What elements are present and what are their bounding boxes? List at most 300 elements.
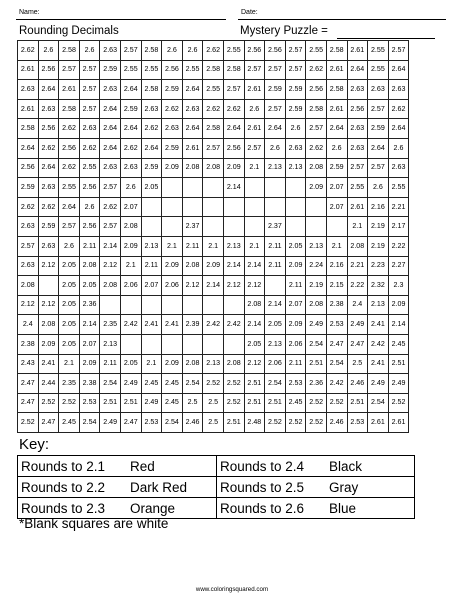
grid-cell[interactable]: 2.58 xyxy=(326,41,347,61)
grid-cell[interactable]: 2.5 xyxy=(203,413,224,433)
grid-cell[interactable]: 2.61 xyxy=(347,41,368,61)
grid-cell[interactable]: 2.49 xyxy=(141,393,162,413)
grid-cell[interactable]: 2.35 xyxy=(59,374,80,394)
grid-cell[interactable]: 2.59 xyxy=(18,178,39,198)
grid-cell[interactable]: 2.07 xyxy=(326,197,347,217)
grid-cell[interactable]: 2.09 xyxy=(162,354,183,374)
grid-cell[interactable]: 2.52 xyxy=(59,393,80,413)
grid-cell[interactable]: 2.55 xyxy=(347,178,368,198)
grid-cell[interactable]: 2.62 xyxy=(388,99,409,119)
grid-cell[interactable]: 2.41 xyxy=(368,354,389,374)
grid-cell[interactable]: 2.57 xyxy=(59,217,80,237)
grid-cell[interactable]: 2.57 xyxy=(79,80,100,100)
grid-cell[interactable]: 2.64 xyxy=(120,119,141,139)
grid-cell[interactable]: 2.06 xyxy=(162,276,183,296)
grid-cell[interactable]: 2.52 xyxy=(306,413,327,433)
grid-cell[interactable]: 2.62 xyxy=(18,41,39,61)
grid-cell[interactable]: 2.45 xyxy=(141,374,162,394)
grid-cell[interactable]: 2.62 xyxy=(18,197,39,217)
grid-cell[interactable]: 2.41 xyxy=(38,354,59,374)
grid-cell[interactable] xyxy=(162,178,183,198)
grid-cell[interactable]: 2.41 xyxy=(162,315,183,335)
grid-cell[interactable]: 2.19 xyxy=(306,276,327,296)
grid-cell[interactable]: 2.07 xyxy=(326,178,347,198)
grid-cell[interactable]: 2.46 xyxy=(182,413,203,433)
grid-cell[interactable]: 2.09 xyxy=(162,158,183,178)
grid-cell[interactable]: 2.57 xyxy=(100,178,121,198)
grid-cell[interactable]: 2.57 xyxy=(347,158,368,178)
grid-cell[interactable]: 2.38 xyxy=(326,295,347,315)
grid-cell[interactable]: 2.09 xyxy=(285,315,306,335)
grid-cell[interactable] xyxy=(244,197,265,217)
grid-cell[interactable]: 2.58 xyxy=(18,119,39,139)
grid-cell[interactable]: 2.59 xyxy=(100,60,121,80)
grid-cell[interactable]: 2.27 xyxy=(388,256,409,276)
grid-cell[interactable]: 2.54 xyxy=(326,354,347,374)
grid-cell[interactable]: 2.64 xyxy=(38,80,59,100)
grid-cell[interactable]: 2.55 xyxy=(79,158,100,178)
grid-cell[interactable]: 2.55 xyxy=(141,60,162,80)
grid-cell[interactable]: 2.62 xyxy=(38,197,59,217)
grid-cell[interactable]: 2.49 xyxy=(388,374,409,394)
grid-cell[interactable]: 2.58 xyxy=(141,41,162,61)
mystery-answer-line[interactable] xyxy=(337,38,435,39)
grid-cell[interactable]: 2.11 xyxy=(265,256,286,276)
grid-cell[interactable]: 2.64 xyxy=(100,138,121,158)
grid-cell[interactable]: 2.06 xyxy=(120,276,141,296)
grid-cell[interactable]: 2.05 xyxy=(59,295,80,315)
grid-cell[interactable]: 2.05 xyxy=(59,256,80,276)
grid-cell[interactable]: 2.39 xyxy=(182,315,203,335)
grid-cell[interactable] xyxy=(306,217,327,237)
grid-cell[interactable]: 2.13 xyxy=(265,334,286,354)
grid-cell[interactable]: 2.59 xyxy=(285,80,306,100)
grid-cell[interactable]: 2.56 xyxy=(347,99,368,119)
grid-cell[interactable]: 2.57 xyxy=(244,138,265,158)
grid-cell[interactable]: 2.53 xyxy=(326,315,347,335)
grid-cell[interactable]: 2.57 xyxy=(79,99,100,119)
grid-cell[interactable]: 2.35 xyxy=(100,315,121,335)
grid-cell[interactable] xyxy=(285,178,306,198)
grid-cell[interactable]: 2.61 xyxy=(244,119,265,139)
grid-cell[interactable]: 2.1 xyxy=(347,217,368,237)
grid-cell[interactable]: 2.6 xyxy=(182,41,203,61)
grid-cell[interactable]: 2.64 xyxy=(388,60,409,80)
grid-cell[interactable]: 2.63 xyxy=(18,217,39,237)
grid-cell[interactable]: 2.63 xyxy=(100,158,121,178)
grid-cell[interactable]: 2.56 xyxy=(244,41,265,61)
grid-cell[interactable]: 2.52 xyxy=(18,413,39,433)
grid-cell[interactable]: 2.12 xyxy=(38,295,59,315)
grid-cell[interactable]: 2.14 xyxy=(223,178,244,198)
grid-cell[interactable]: 2.12 xyxy=(100,256,121,276)
grid-cell[interactable]: 2.59 xyxy=(162,80,183,100)
grid-cell[interactable] xyxy=(285,217,306,237)
grid-cell[interactable]: 2.09 xyxy=(79,354,100,374)
grid-cell[interactable]: 2.51 xyxy=(265,393,286,413)
grid-cell[interactable]: 2.56 xyxy=(18,158,39,178)
grid-cell[interactable]: 2.51 xyxy=(244,374,265,394)
grid-cell[interactable]: 2.64 xyxy=(347,60,368,80)
grid-cell[interactable]: 2.59 xyxy=(141,158,162,178)
grid-cell[interactable]: 2.06 xyxy=(285,334,306,354)
grid-cell[interactable]: 2.13 xyxy=(141,236,162,256)
grid-cell[interactable]: 2.38 xyxy=(79,374,100,394)
grid-cell[interactable]: 2.61 xyxy=(18,60,39,80)
grid-cell[interactable]: 2.13 xyxy=(285,158,306,178)
grid-cell[interactable]: 2.6 xyxy=(120,178,141,198)
grid-cell[interactable]: 2.08 xyxy=(203,158,224,178)
grid-cell[interactable]: 2.61 xyxy=(368,413,389,433)
grid-cell[interactable]: 2.59 xyxy=(38,217,59,237)
grid-cell[interactable]: 2.56 xyxy=(38,119,59,139)
grid-cell[interactable]: 2.13 xyxy=(223,236,244,256)
grid-cell[interactable]: 2.58 xyxy=(59,41,80,61)
grid-cell[interactable]: 2.58 xyxy=(141,80,162,100)
grid-cell[interactable]: 2.5 xyxy=(182,393,203,413)
date-field-line[interactable] xyxy=(238,19,446,20)
grid-cell[interactable]: 2.09 xyxy=(120,236,141,256)
grid-cell[interactable]: 2.57 xyxy=(265,60,286,80)
grid-cell[interactable]: 2.62 xyxy=(141,119,162,139)
grid-cell[interactable]: 2.09 xyxy=(38,334,59,354)
grid-cell[interactable]: 2.16 xyxy=(326,256,347,276)
grid-cell[interactable] xyxy=(244,178,265,198)
grid-cell[interactable]: 2.61 xyxy=(182,138,203,158)
grid-cell[interactable] xyxy=(141,295,162,315)
grid-cell[interactable]: 2.64 xyxy=(120,80,141,100)
grid-cell[interactable]: 2.56 xyxy=(223,138,244,158)
grid-cell[interactable] xyxy=(285,197,306,217)
grid-cell[interactable]: 2.08 xyxy=(223,354,244,374)
grid-cell[interactable]: 2.63 xyxy=(368,80,389,100)
grid-cell[interactable]: 2.09 xyxy=(203,256,224,276)
grid-cell[interactable]: 2.5 xyxy=(203,393,224,413)
grid-cell[interactable]: 2.63 xyxy=(38,99,59,119)
grid-cell[interactable]: 2.14 xyxy=(244,256,265,276)
grid-cell[interactable]: 2.62 xyxy=(100,197,121,217)
grid-cell[interactable]: 2.58 xyxy=(223,60,244,80)
grid-cell[interactable]: 2.07 xyxy=(285,295,306,315)
grid-cell[interactable]: 2.63 xyxy=(162,119,183,139)
grid-cell[interactable]: 2.57 xyxy=(120,41,141,61)
grid-cell[interactable]: 2.48 xyxy=(244,413,265,433)
grid-cell[interactable]: 2.32 xyxy=(368,276,389,296)
grid-cell[interactable]: 2.12 xyxy=(244,354,265,374)
grid-cell[interactable]: 2.63 xyxy=(285,138,306,158)
grid-cell[interactable]: 2.57 xyxy=(203,138,224,158)
grid-cell[interactable]: 2.51 xyxy=(347,393,368,413)
grid-cell[interactable]: 2.52 xyxy=(285,413,306,433)
grid-cell[interactable] xyxy=(182,295,203,315)
grid-cell[interactable] xyxy=(223,217,244,237)
grid-cell[interactable]: 2.55 xyxy=(368,41,389,61)
grid-cell[interactable]: 2.56 xyxy=(79,178,100,198)
grid-cell[interactable]: 2.08 xyxy=(79,256,100,276)
grid-cell[interactable]: 2.56 xyxy=(306,80,327,100)
grid-cell[interactable]: 2.08 xyxy=(182,256,203,276)
grid-cell[interactable]: 2.62 xyxy=(38,138,59,158)
grid-cell[interactable]: 2.24 xyxy=(306,256,327,276)
grid-cell[interactable]: 2.59 xyxy=(326,158,347,178)
grid-cell[interactable]: 2.17 xyxy=(388,217,409,237)
grid-cell[interactable]: 2.11 xyxy=(79,236,100,256)
grid-cell[interactable]: 2.11 xyxy=(182,236,203,256)
grid-cell[interactable]: 2.63 xyxy=(18,256,39,276)
grid-cell[interactable]: 2.57 xyxy=(285,60,306,80)
grid-cell[interactable]: 2.45 xyxy=(162,393,183,413)
grid-cell[interactable]: 2.08 xyxy=(306,158,327,178)
grid-cell[interactable]: 2.47 xyxy=(18,374,39,394)
grid-cell[interactable]: 2.11 xyxy=(265,236,286,256)
grid-cell[interactable]: 2.59 xyxy=(120,99,141,119)
grid-cell[interactable]: 2.38 xyxy=(18,334,39,354)
grid-cell[interactable]: 2.41 xyxy=(141,315,162,335)
grid-cell[interactable]: 2.47 xyxy=(347,334,368,354)
grid-cell[interactable]: 2.57 xyxy=(244,60,265,80)
grid-cell[interactable]: 2.45 xyxy=(388,334,409,354)
grid-cell[interactable]: 2.64 xyxy=(141,138,162,158)
grid-cell[interactable] xyxy=(203,217,224,237)
grid-cell[interactable]: 2.56 xyxy=(265,41,286,61)
grid-cell[interactable]: 2.14 xyxy=(79,315,100,335)
grid-cell[interactable] xyxy=(203,197,224,217)
grid-cell[interactable]: 2.54 xyxy=(265,374,286,394)
grid-cell[interactable]: 2.19 xyxy=(368,217,389,237)
grid-cell[interactable]: 2.56 xyxy=(38,60,59,80)
grid-cell[interactable]: 2.4 xyxy=(18,315,39,335)
grid-cell[interactable]: 2.08 xyxy=(120,217,141,237)
grid-cell[interactable]: 2.52 xyxy=(306,393,327,413)
grid-cell[interactable]: 2.58 xyxy=(306,99,327,119)
grid-cell[interactable]: 2.51 xyxy=(244,393,265,413)
grid-cell[interactable]: 2.62 xyxy=(203,99,224,119)
grid-cell[interactable]: 2.57 xyxy=(79,60,100,80)
grid-cell[interactable] xyxy=(141,334,162,354)
grid-cell[interactable]: 2.52 xyxy=(265,413,286,433)
grid-cell[interactable]: 2.21 xyxy=(347,256,368,276)
grid-cell[interactable]: 2.61 xyxy=(18,99,39,119)
grid-cell[interactable]: 2.64 xyxy=(38,158,59,178)
grid-cell[interactable]: 2.63 xyxy=(347,80,368,100)
grid-cell[interactable]: 2.62 xyxy=(223,99,244,119)
grid-cell[interactable]: 2.51 xyxy=(120,393,141,413)
grid-cell[interactable]: 2.63 xyxy=(38,178,59,198)
grid-cell[interactable]: 2.15 xyxy=(326,276,347,296)
grid-cell[interactable]: 2.63 xyxy=(79,119,100,139)
grid-cell[interactable]: 2.09 xyxy=(162,256,183,276)
grid-cell[interactable]: 2.64 xyxy=(100,99,121,119)
grid-cell[interactable]: 2.64 xyxy=(368,138,389,158)
grid-cell[interactable]: 2.61 xyxy=(59,80,80,100)
grid-cell[interactable] xyxy=(162,217,183,237)
grid-cell[interactable]: 2.36 xyxy=(79,295,100,315)
grid-cell[interactable]: 2.54 xyxy=(79,413,100,433)
grid-cell[interactable]: 2.09 xyxy=(285,256,306,276)
grid-cell[interactable]: 2.08 xyxy=(182,354,203,374)
grid-cell[interactable]: 2.11 xyxy=(141,256,162,276)
grid-cell[interactable]: 2.1 xyxy=(162,236,183,256)
grid-cell[interactable]: 2.64 xyxy=(182,119,203,139)
grid-cell[interactable]: 2.1 xyxy=(141,354,162,374)
grid-cell[interactable]: 2.23 xyxy=(368,256,389,276)
grid-cell[interactable]: 2.05 xyxy=(265,315,286,335)
grid-cell[interactable]: 2.08 xyxy=(244,295,265,315)
grid-cell[interactable]: 2.14 xyxy=(244,315,265,335)
grid-cell[interactable] xyxy=(120,295,141,315)
grid-cell[interactable]: 2.58 xyxy=(326,80,347,100)
grid-cell[interactable]: 2.51 xyxy=(100,393,121,413)
grid-cell[interactable]: 2.41 xyxy=(368,315,389,335)
grid-cell[interactable]: 2.59 xyxy=(285,99,306,119)
grid-cell[interactable]: 2.49 xyxy=(100,413,121,433)
grid-cell[interactable]: 2.05 xyxy=(141,178,162,198)
grid-cell[interactable]: 2.11 xyxy=(285,276,306,296)
grid-cell[interactable]: 2.61 xyxy=(326,60,347,80)
grid-cell[interactable]: 2.05 xyxy=(244,334,265,354)
grid-cell[interactable]: 2.6 xyxy=(285,119,306,139)
grid-cell[interactable]: 2.62 xyxy=(120,138,141,158)
grid-cell[interactable]: 2.36 xyxy=(306,374,327,394)
grid-cell[interactable]: 2.54 xyxy=(162,413,183,433)
grid-cell[interactable] xyxy=(38,276,59,296)
grid-cell[interactable]: 2.4 xyxy=(347,295,368,315)
grid-cell[interactable] xyxy=(223,334,244,354)
grid-cell[interactable]: 2.42 xyxy=(368,334,389,354)
grid-cell[interactable]: 2.5 xyxy=(347,354,368,374)
grid-cell[interactable]: 2.13 xyxy=(100,334,121,354)
grid-cell[interactable]: 2.19 xyxy=(368,236,389,256)
grid-cell[interactable]: 2.12 xyxy=(18,295,39,315)
grid-cell[interactable]: 2.09 xyxy=(306,178,327,198)
grid-cell[interactable]: 2.6 xyxy=(368,178,389,198)
grid-cell[interactable]: 2.05 xyxy=(285,236,306,256)
grid-cell[interactable]: 2.53 xyxy=(285,374,306,394)
grid-cell[interactable]: 2.62 xyxy=(306,60,327,80)
grid-cell[interactable]: 2.13 xyxy=(265,158,286,178)
grid-cell[interactable]: 2.58 xyxy=(203,60,224,80)
grid-cell[interactable]: 2.06 xyxy=(265,354,286,374)
grid-cell[interactable]: 2.63 xyxy=(141,99,162,119)
grid-cell[interactable]: 2.05 xyxy=(59,334,80,354)
grid-cell[interactable] xyxy=(223,197,244,217)
grid-cell[interactable]: 2.52 xyxy=(388,393,409,413)
grid-cell[interactable]: 2.46 xyxy=(326,413,347,433)
grid-cell[interactable]: 2.49 xyxy=(347,315,368,335)
grid-cell[interactable]: 2.1 xyxy=(326,236,347,256)
grid-cell[interactable] xyxy=(265,197,286,217)
grid-cell[interactable] xyxy=(162,295,183,315)
grid-cell[interactable]: 2.52 xyxy=(223,374,244,394)
grid-cell[interactable]: 2.6 xyxy=(388,138,409,158)
grid-cell[interactable]: 2.45 xyxy=(59,413,80,433)
grid-cell[interactable]: 2.57 xyxy=(223,80,244,100)
grid-cell[interactable]: 2.1 xyxy=(59,354,80,374)
grid-cell[interactable]: 2.64 xyxy=(59,197,80,217)
grid-cell[interactable] xyxy=(203,334,224,354)
grid-cell[interactable]: 2.14 xyxy=(388,315,409,335)
grid-cell[interactable]: 2.57 xyxy=(18,236,39,256)
grid-cell[interactable]: 2.55 xyxy=(306,41,327,61)
grid-cell[interactable]: 2.57 xyxy=(59,60,80,80)
grid-cell[interactable]: 2.1 xyxy=(244,236,265,256)
grid-cell[interactable]: 2.6 xyxy=(79,197,100,217)
grid-cell[interactable]: 2.54 xyxy=(182,374,203,394)
grid-cell[interactable]: 2.63 xyxy=(347,119,368,139)
grid-cell[interactable]: 2.47 xyxy=(38,413,59,433)
grid-cell[interactable]: 2.14 xyxy=(203,276,224,296)
grid-cell[interactable]: 2.62 xyxy=(306,138,327,158)
grid-cell[interactable]: 2.6 xyxy=(38,41,59,61)
grid-cell[interactable]: 2.05 xyxy=(79,276,100,296)
grid-cell[interactable]: 2.1 xyxy=(244,158,265,178)
grid-cell[interactable]: 2.37 xyxy=(182,217,203,237)
grid-cell[interactable]: 2.21 xyxy=(388,197,409,217)
grid-cell[interactable]: 2.08 xyxy=(306,295,327,315)
grid-cell[interactable]: 2.05 xyxy=(59,276,80,296)
grid-cell[interactable]: 2.12 xyxy=(182,276,203,296)
grid-cell[interactable] xyxy=(162,334,183,354)
grid-cell[interactable]: 2.55 xyxy=(388,178,409,198)
grid-cell[interactable]: 2.64 xyxy=(18,138,39,158)
grid-cell[interactable]: 2.49 xyxy=(368,374,389,394)
grid-cell[interactable]: 2.59 xyxy=(368,119,389,139)
grid-cell[interactable]: 2.64 xyxy=(326,119,347,139)
grid-cell[interactable] xyxy=(203,295,224,315)
grid-cell[interactable]: 2.55 xyxy=(368,60,389,80)
grid-cell[interactable]: 2.55 xyxy=(203,80,224,100)
grid-cell[interactable]: 2.52 xyxy=(326,393,347,413)
grid-cell[interactable]: 2.55 xyxy=(182,60,203,80)
grid-cell[interactable]: 2.59 xyxy=(265,80,286,100)
grid-cell[interactable]: 2.05 xyxy=(59,315,80,335)
grid-cell[interactable]: 2.63 xyxy=(120,158,141,178)
grid-cell[interactable] xyxy=(265,276,286,296)
grid-cell[interactable]: 2.13 xyxy=(368,295,389,315)
grid-cell[interactable]: 2.63 xyxy=(38,236,59,256)
grid-cell[interactable]: 2.47 xyxy=(18,393,39,413)
grid-cell[interactable]: 2.08 xyxy=(38,315,59,335)
grid-cell[interactable]: 2.6 xyxy=(244,99,265,119)
grid-cell[interactable]: 2.62 xyxy=(162,99,183,119)
grid-cell[interactable]: 2.64 xyxy=(223,119,244,139)
grid-cell[interactable]: 2.52 xyxy=(38,393,59,413)
grid-cell[interactable]: 2.57 xyxy=(368,158,389,178)
grid-cell[interactable]: 2.14 xyxy=(223,256,244,276)
grid-cell[interactable]: 2.57 xyxy=(285,41,306,61)
grid-cell[interactable]: 2.63 xyxy=(18,80,39,100)
grid-cell[interactable] xyxy=(100,295,121,315)
grid-cell[interactable]: 2.55 xyxy=(59,178,80,198)
grid-cell[interactable]: 2.64 xyxy=(100,119,121,139)
grid-cell[interactable]: 2.14 xyxy=(265,295,286,315)
grid-cell[interactable]: 2.22 xyxy=(347,276,368,296)
grid-cell[interactable]: 2.63 xyxy=(388,80,409,100)
grid-cell[interactable]: 2.53 xyxy=(79,393,100,413)
grid-cell[interactable]: 2.64 xyxy=(265,119,286,139)
grid-cell[interactable]: 2.61 xyxy=(244,80,265,100)
grid-cell[interactable] xyxy=(223,295,244,315)
grid-cell[interactable]: 2.63 xyxy=(347,138,368,158)
grid-cell[interactable]: 2.63 xyxy=(182,99,203,119)
grid-cell[interactable]: 2.45 xyxy=(285,393,306,413)
grid-cell[interactable]: 2.6 xyxy=(79,41,100,61)
grid-cell[interactable]: 2.63 xyxy=(100,80,121,100)
grid-cell[interactable]: 2.55 xyxy=(120,60,141,80)
grid-cell[interactable]: 2.12 xyxy=(38,256,59,276)
grid-cell[interactable] xyxy=(141,197,162,217)
name-field-line[interactable] xyxy=(16,19,226,20)
